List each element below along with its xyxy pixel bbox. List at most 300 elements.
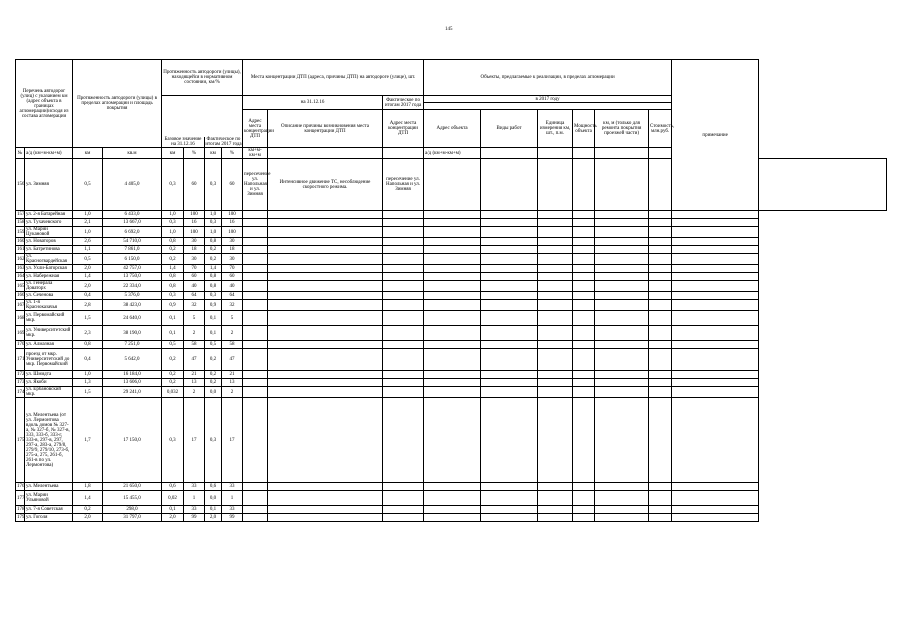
cell-bk: 0,2 <box>162 254 184 265</box>
cell-empty <box>573 371 595 379</box>
cell-bk: 0,3 <box>162 219 184 227</box>
cell-n: 173 <box>17 380 25 385</box>
cell-name: ул. Зимняя <box>25 159 73 211</box>
cell-bk: 0,3 <box>162 398 184 483</box>
cell-empty <box>538 227 573 238</box>
cell-area: 38 190,0 <box>103 326 162 341</box>
cell-empty <box>481 326 538 341</box>
cell-a1 <box>243 265 268 273</box>
cell-empty <box>481 300 538 311</box>
cell-empty <box>573 254 595 265</box>
cell-empty <box>672 387 759 398</box>
cell-name: ул. Сеченова <box>25 292 73 300</box>
cell-a1 <box>243 341 268 349</box>
header-unit-cell <box>538 148 573 159</box>
cell-empty <box>481 349 538 371</box>
cell-a2 <box>383 292 424 300</box>
cell-empty <box>481 273 538 281</box>
cell-n: 164 <box>17 274 25 279</box>
cell-empty <box>649 292 672 300</box>
cell-empty <box>595 273 649 281</box>
cell-fp: 30 <box>222 254 243 265</box>
cell-empty <box>538 238 573 246</box>
cell-a2 <box>383 514 424 522</box>
cell-fk: 1,0 <box>205 227 222 238</box>
cell-empty <box>538 281 573 292</box>
cell-a2 <box>383 265 424 273</box>
cell-empty <box>481 159 538 211</box>
cell-empty <box>672 211 759 219</box>
cell-fp: 100 <box>222 211 243 219</box>
cell-bp: 33 <box>184 506 205 514</box>
cell-desc <box>268 246 383 254</box>
cell-empty <box>649 379 672 387</box>
table-row <box>16 341 887 349</box>
cell-len: 2,0 <box>73 281 103 292</box>
header-normative-subheads <box>162 137 242 147</box>
cell-len: 0,5 <box>73 159 103 211</box>
cell-empty <box>573 219 595 227</box>
cell-empty <box>649 265 672 273</box>
cell-empty <box>481 506 538 514</box>
cell-empty <box>481 491 538 506</box>
cell-bp: 100 <box>184 211 205 219</box>
cell-empty <box>595 326 649 341</box>
cell-a2 <box>383 398 424 483</box>
cell-empty <box>595 398 649 483</box>
cell-fk: 0,0 <box>205 491 222 506</box>
cell-fp: 2 <box>222 387 243 398</box>
cell-empty <box>481 398 538 483</box>
table-row <box>16 349 887 371</box>
cell-empty <box>424 238 481 246</box>
cell-n: 171 <box>16 349 25 371</box>
cell-empty <box>424 506 481 514</box>
cell-empty <box>424 227 481 238</box>
cell-a2 <box>383 326 424 341</box>
cell-fp: 58 <box>222 341 243 349</box>
cell-a2 <box>383 254 424 265</box>
cell-bp: 18 <box>184 246 205 254</box>
cell-name: ул. Якоби <box>25 379 73 387</box>
cell-fk: 0,0 <box>205 387 222 398</box>
cell-name: ул. Ербановский мкр. <box>25 387 73 398</box>
header-unit-cell: кв.м <box>103 148 162 159</box>
cell-empty <box>649 483 672 491</box>
header-unit-cell <box>573 148 595 159</box>
header-mesta-dtp: Места концентрации ДТП (адреса, причины ДТП) на автодороге (улице), шт. <box>243 60 424 96</box>
header-adres-mesta-1: Адрес места концентрации ДТП <box>243 110 268 148</box>
cell-empty <box>424 159 481 211</box>
header-km-m: км, м (только для ремонта покрытия проезжей части) <box>595 110 649 148</box>
table-row <box>16 281 887 292</box>
header-opisanie: Описание причины возникновения места концентрации ДТП <box>268 110 383 148</box>
cell-empty <box>573 387 595 398</box>
header-adres-mesta-2: Адрес места концентрации ДТП <box>383 110 424 148</box>
cell-bk: 0,1 <box>162 326 184 341</box>
cell-len: 2,0 <box>73 265 103 273</box>
table-row <box>16 387 887 398</box>
cell-empty <box>672 491 759 506</box>
cell-fk: 0,2 <box>205 371 222 379</box>
cell-fp: 5 <box>222 311 243 326</box>
cell-empty <box>424 371 481 379</box>
cell-bk: 0,1 <box>162 506 184 514</box>
cell-desc <box>268 292 383 300</box>
cell-fk: 0,8 <box>205 238 222 246</box>
cell-empty <box>481 265 538 273</box>
cell-name: ул. Марии Ульяновой <box>25 491 73 506</box>
cell-area: 17 150,0 <box>103 398 162 483</box>
cell-name: ул. Набережная <box>25 273 73 281</box>
cell-desc <box>268 265 383 273</box>
cell-name: ул. Красногвардейская <box>25 254 73 265</box>
cell-area: 13 606,0 <box>103 379 162 387</box>
cell-fp: 2 <box>222 326 243 341</box>
cell-empty <box>481 483 538 491</box>
cell-fk: 1,0 <box>205 211 222 219</box>
cell-empty <box>573 311 595 326</box>
cell-empty <box>424 514 481 522</box>
cell-empty <box>649 514 672 522</box>
cell-fk: 2,0 <box>205 514 222 522</box>
cell-n: 163 <box>17 266 25 271</box>
cell-len: 1,0 <box>73 371 103 379</box>
cell-fk: 0,1 <box>205 311 222 326</box>
cell-empty <box>649 246 672 254</box>
cell-empty <box>649 387 672 398</box>
header-unit-cell: % <box>184 148 205 159</box>
cell-empty <box>672 281 759 292</box>
cell-empty <box>672 238 759 246</box>
cell-desc <box>268 300 383 311</box>
cell-bp: 60 <box>184 159 205 211</box>
cell-bk: 0,2 <box>162 371 184 379</box>
table-row <box>16 292 887 300</box>
cell-empty <box>672 506 759 514</box>
cell-a1 <box>243 371 268 379</box>
cell-len: 0,5 <box>73 254 103 265</box>
cell-desc <box>268 326 383 341</box>
cell-n: 166 <box>17 293 25 298</box>
cell-fk: 0,3 <box>205 292 222 300</box>
cell-empty <box>595 227 649 238</box>
cell-fp: 70 <box>222 265 243 273</box>
cell-area: 5 642,0 <box>103 349 162 371</box>
cell-fk: 0,1 <box>205 506 222 514</box>
cell-area: 5 376,0 <box>103 292 162 300</box>
cell-area: 22 334,0 <box>103 281 162 292</box>
cell-bk: 0,9 <box>162 300 184 311</box>
cell-fk: 0,2 <box>205 379 222 387</box>
cell-name: ул. Новаторов <box>25 238 73 246</box>
cell-fk: 0,8 <box>205 281 222 292</box>
table-row <box>16 514 887 522</box>
cell-empty <box>649 311 672 326</box>
cell-name: ул. Генерала Доваторх <box>25 281 73 292</box>
header-unit-cell <box>481 148 538 159</box>
cell-bk: 0,5 <box>162 341 184 349</box>
cell-empty <box>424 387 481 398</box>
header-unit-cell: % <box>222 148 243 159</box>
cell-empty <box>573 159 595 211</box>
cell-fp: 64 <box>222 292 243 300</box>
cell-empty <box>424 265 481 273</box>
cell-fk: 0,8 <box>205 273 222 281</box>
header-fakt-itogam: Фактическое по итогам 2017 года <box>383 96 424 110</box>
header-na-date: на 31.12.16 <box>243 96 383 110</box>
cell-bp: 47 <box>184 349 205 371</box>
cell-len: 1,3 <box>73 379 103 387</box>
cell-empty <box>481 371 538 379</box>
cell-fp: 21 <box>222 371 243 379</box>
cell-len: 1,4 <box>73 491 103 506</box>
cell-empty <box>595 265 649 273</box>
cell-empty <box>595 281 649 292</box>
cell-fk: 1,4 <box>205 265 222 273</box>
cell-a1 <box>243 254 268 265</box>
cell-empty <box>573 483 595 491</box>
cell-len: 2,0 <box>73 514 103 522</box>
cell-fp: 33 <box>222 483 243 491</box>
cell-n: 160 <box>17 239 25 244</box>
header-unit-cell: км+м-км+м <box>243 148 268 159</box>
cell-empty <box>538 349 573 371</box>
cell-n: 158 <box>17 220 25 225</box>
cell-empty <box>538 159 573 211</box>
cell-fk: 0,3 <box>205 159 222 211</box>
header-unit-cell: а/д (км+м-км+м) <box>424 148 481 159</box>
table-row <box>16 398 887 483</box>
cell-a2 <box>383 387 424 398</box>
cell-len: 2,6 <box>73 238 103 246</box>
header-unit-cell <box>649 148 672 159</box>
cell-bk: 0,8 <box>162 281 184 292</box>
cell-desc <box>268 281 383 292</box>
table-row <box>16 254 887 265</box>
cell-empty <box>595 371 649 379</box>
cell-empty <box>573 379 595 387</box>
cell-empty <box>649 341 672 349</box>
cell-empty <box>424 491 481 506</box>
page-number: 145 <box>445 27 453 32</box>
cell-desc <box>268 273 383 281</box>
cell-bk: 0,032 <box>162 387 184 398</box>
cell-bp: 13 <box>184 379 205 387</box>
cell-n: 165 <box>16 281 25 292</box>
table-row <box>16 300 887 311</box>
cell-empty <box>672 483 759 491</box>
cell-name: ул. Мелентьева <box>25 483 73 491</box>
header-unit-cell <box>383 148 424 159</box>
header-stoimost: Стоимость, млн.руб. <box>649 110 672 148</box>
cell-empty <box>573 341 595 349</box>
cell-bk: 0,2 <box>162 379 184 387</box>
cell-bp: 2 <box>184 387 205 398</box>
cell-name: ул. Батретинова <box>25 246 73 254</box>
cell-fp: 30 <box>222 238 243 246</box>
cell-bp: 32 <box>184 300 205 311</box>
cell-empty <box>538 311 573 326</box>
cell-empty <box>538 379 573 387</box>
cell-a1 <box>243 300 268 311</box>
cell-empty <box>424 281 481 292</box>
cell-empty <box>595 349 649 371</box>
cell-a2: пересечение ул. Напольная и ул. Зимняя <box>383 159 424 211</box>
cell-desc <box>268 379 383 387</box>
cell-area: 7 251,0 <box>103 341 162 349</box>
cell-area: 13 667,0 <box>103 219 162 227</box>
cell-bp: 5 <box>184 311 205 326</box>
cell-empty <box>573 491 595 506</box>
cell-fk: 0,2 <box>205 349 222 371</box>
cell-a1 <box>243 246 268 254</box>
cell-a1 <box>243 349 268 371</box>
cell-a2 <box>383 379 424 387</box>
cell-empty <box>538 514 573 522</box>
cell-bp: 21 <box>184 371 205 379</box>
cell-len: 1,7 <box>73 398 103 483</box>
cell-empty <box>481 281 538 292</box>
cell-empty <box>649 398 672 483</box>
header-perechen: Перечень автодорог (улиц) с указанием км (адрес объекта в границах агломерации)исходя из состава агломерации <box>16 60 73 148</box>
cell-empty <box>538 326 573 341</box>
cell-desc <box>268 506 383 514</box>
cell-empty <box>649 254 672 265</box>
cell-desc <box>268 311 383 326</box>
cell-empty <box>481 238 538 246</box>
cell-a1 <box>243 273 268 281</box>
cell-empty <box>595 219 649 227</box>
cell-empty <box>538 491 573 506</box>
cell-empty <box>672 341 759 349</box>
cell-empty <box>672 371 759 379</box>
cell-fp: 16 <box>222 219 243 227</box>
cell-n: 179 <box>17 515 25 520</box>
header-unit-cell <box>595 148 649 159</box>
header-adres-obekta: Адрес объекта <box>424 110 481 148</box>
cell-name: проезд от мкр. Университетский до мкр. Первомайский <box>25 349 73 371</box>
cell-area: 38 423,0 <box>103 300 162 311</box>
cell-empty <box>649 211 672 219</box>
cell-empty <box>538 265 573 273</box>
cell-empty <box>595 341 649 349</box>
cell-len: 0,4 <box>73 349 103 371</box>
cell-empty <box>424 292 481 300</box>
cell-empty <box>424 219 481 227</box>
cell-a1 <box>243 281 268 292</box>
cell-empty <box>672 246 759 254</box>
cell-a1 <box>243 211 268 219</box>
cell-empty <box>573 227 595 238</box>
cell-name: ул. Алмазная <box>25 341 73 349</box>
cell-bk: 0,2 <box>162 349 184 371</box>
cell-empty <box>672 227 759 238</box>
cell-a2 <box>383 483 424 491</box>
cell-desc <box>268 371 383 379</box>
cell-area: 29 241,0 <box>103 387 162 398</box>
cell-a1 <box>243 483 268 491</box>
cell-empty <box>538 387 573 398</box>
cell-a2 <box>383 238 424 246</box>
cell-empty <box>649 273 672 281</box>
cell-empty <box>424 254 481 265</box>
cell-a2 <box>383 219 424 227</box>
cell-a2 <box>383 211 424 219</box>
cell-empty <box>595 211 649 219</box>
cell-empty <box>672 311 759 326</box>
cell-empty <box>649 281 672 292</box>
header-spacer <box>424 103 672 110</box>
cell-area: 6 150,0 <box>103 254 162 265</box>
table-row <box>16 227 887 238</box>
header-unit-cell: № <box>16 148 25 159</box>
cell-len: 1,8 <box>73 483 103 491</box>
cell-area: 6 433,0 <box>103 211 162 219</box>
cell-empty <box>481 387 538 398</box>
cell-name: ул. 7-я Советская <box>25 506 73 514</box>
cell-desc <box>268 349 383 371</box>
cell-empty <box>424 300 481 311</box>
cell-fp: 60 <box>222 159 243 211</box>
cell-desc <box>268 219 383 227</box>
cell-empty <box>595 491 649 506</box>
cell-desc <box>268 491 383 506</box>
cell-a1 <box>243 514 268 522</box>
cell-empty <box>481 219 538 227</box>
cell-empty <box>595 311 649 326</box>
cell-a1 <box>243 506 268 514</box>
cell-a2 <box>383 506 424 514</box>
cell-fk: 0,5 <box>205 341 222 349</box>
cell-name: ул. Мелентьева (от ул. Лермонтова вдоль домов № 327-а, № 327-б, № 327-в, 333, 333-б, 333-г, 333-в, 297-в, 297, 297-а, 283-а, 279/8, 279/9, 279/10, 273-б, 275-а, 275, 261-б, 261-в по ул. Лермонтова) <box>25 398 73 483</box>
cell-area: 42 757,0 <box>103 265 162 273</box>
cell-name: ул. 1-я Красноказачья <box>25 300 73 311</box>
cell-empty <box>481 292 538 300</box>
cell-a1 <box>243 491 268 506</box>
cell-n: 169 <box>16 326 25 341</box>
cell-a2 <box>383 281 424 292</box>
cell-desc <box>268 238 383 246</box>
cell-empty <box>481 246 538 254</box>
cell-empty <box>538 398 573 483</box>
header-unit-cell: км <box>162 148 184 159</box>
cell-desc <box>268 483 383 491</box>
cell-empty <box>672 273 759 281</box>
cell-fk: 0,1 <box>205 326 222 341</box>
cell-fp: 33 <box>222 506 243 514</box>
cell-bk: 0,3 <box>162 292 184 300</box>
cell-bp: 2 <box>184 326 205 341</box>
table-row <box>16 238 887 246</box>
cell-bk: 0,2 <box>162 246 184 254</box>
cell-a2 <box>383 246 424 254</box>
cell-empty <box>649 326 672 341</box>
cell-empty <box>573 281 595 292</box>
cell-len: 1,0 <box>73 227 103 238</box>
cell-empty <box>538 273 573 281</box>
cell-len: 1,4 <box>73 273 103 281</box>
cell-empty <box>424 379 481 387</box>
cell-bp: 40 <box>184 281 205 292</box>
header-protyazhennost-ulicy: Протяженность автодороги (улицы) в пределах агломерации и площадь покрытия <box>73 60 162 148</box>
cell-empty <box>672 379 759 387</box>
table-row <box>16 273 887 281</box>
cell-len: 1,0 <box>73 211 103 219</box>
cell-empty <box>573 349 595 371</box>
cell-fp: 17 <box>222 398 243 483</box>
cell-bk: 0,6 <box>162 483 184 491</box>
